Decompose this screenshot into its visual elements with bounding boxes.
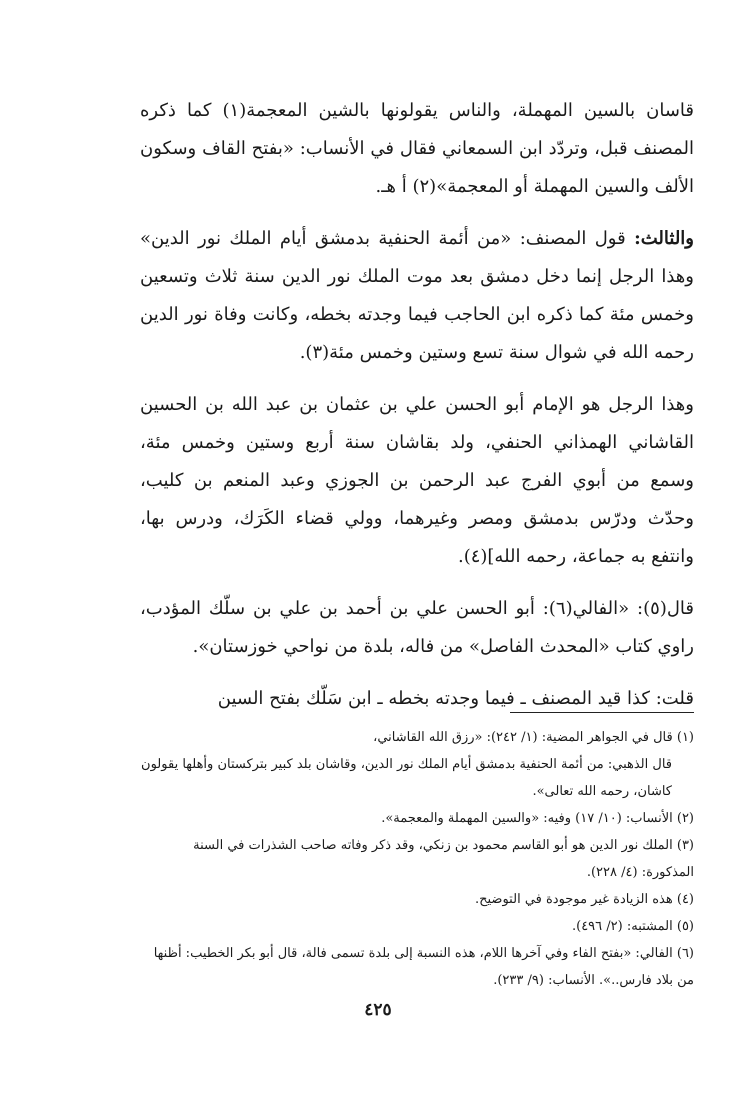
footnote-1-continued (140, 751, 694, 805)
paragraph-5: قلت: كذا قيد المصنف ـ فيما وجدته بخطه ـ ابن سَلّك بفتح السين (217, 688, 694, 709)
footnotes (140, 724, 694, 994)
paragraph-lead: والثالث: (634, 228, 694, 249)
paragraph-2-text: قول المصنف: «من أئمة الحنفية بدمشق أيام الملك نور الدين» وهذا الرجل إنما دخل دمشق بعد موت الملك نور الدين سنة ثلاث وتسعين وخمس مئة كما ذكره ابن الحاجب فيما وجدته بخطه، وكانت وفاة نور الدين رحمه الله في شوال سنة تسع وستين وخمس مئة(٣). (140, 228, 694, 363)
footnote-3: (٣) الملك نور الدين هو أبو القاسم محمود بن زنكي، وقد ذكر وفاته صاحب الشذرات في السنة المذكورة: (٤/ ٢٢٨). (193, 838, 694, 880)
paragraph-4: قال(٥): «الفالي(٦): أبو الحسن علي بن أحمد بن علي بن سلّك المؤدب، راوي كتاب «المحدث الفاصل» من فاله، بلدة من نواحي خوزستان». (140, 598, 695, 657)
footnote-5: (٥) المشتبه: (٢/ ٤٩٦). (571, 919, 694, 934)
paragraph-3: وهذا الرجل هو الإمام أبو الحسن علي بن عثمان بن عبد الله بن الحسين القاشاني الهمذاني الحنفي، ولد بقاشان سنة أربع وستين وخمس مئة، وسمع من أبوي الفرج عبد الرحمن بن الجوزي وعبد المنعم بن كليب، وحدّث ودرّس بدمشق ومصر وغيرهما، وولي قضاء الكَرَك، ودرس بها، وانتفع به جماعة، رحمه الله](٤). (140, 394, 694, 567)
main-text (140, 92, 694, 732)
page-number: ٤٢٥ (364, 1000, 392, 1020)
paragraph-1: قاسان بالسين المهملة، والناس يقولونها بالشين المعجمة(١) كما ذكره المصنف قبل، وتردّد ابن السمعاني فقال في الأنساب: «بفتح القاف وسكون الألف والسين المهملة أو المعجمة»(٢) أ هـ. (140, 100, 694, 197)
footnote-1-continued-text: قال الذهبي: من أئمة الحنفية بدمشق أيام الملك نور الدين، وقاشان بلد كبير بتركستان وأهلها يقولون كاشان، رحمه الله تعالى». (141, 757, 672, 799)
footnote-6: (٦) الفالي: «بفتح الفاء وفي آخرها اللام، هذه النسبة إلى بلدة تسمى فالة، قال أبو بكر الخطيب: أظنها من بلاد فارس..». الأنساب: (٩/ ٢٣٣). (153, 946, 694, 988)
footnote-1: (١) قال في الجواهر المضية: (١/ ٢٤٢): «رزق الله القاشاني، (373, 730, 694, 745)
paragraph-2 (140, 220, 694, 372)
footnote-4: (٤) هذه الزيادة غير موجودة في التوضيح. (474, 892, 694, 907)
footnote-divider (510, 712, 694, 713)
footnote-2: (٢) الأنساب: (١٠/ ١٧) وفيه: «والسين المهملة والمعجمة». (381, 811, 694, 826)
